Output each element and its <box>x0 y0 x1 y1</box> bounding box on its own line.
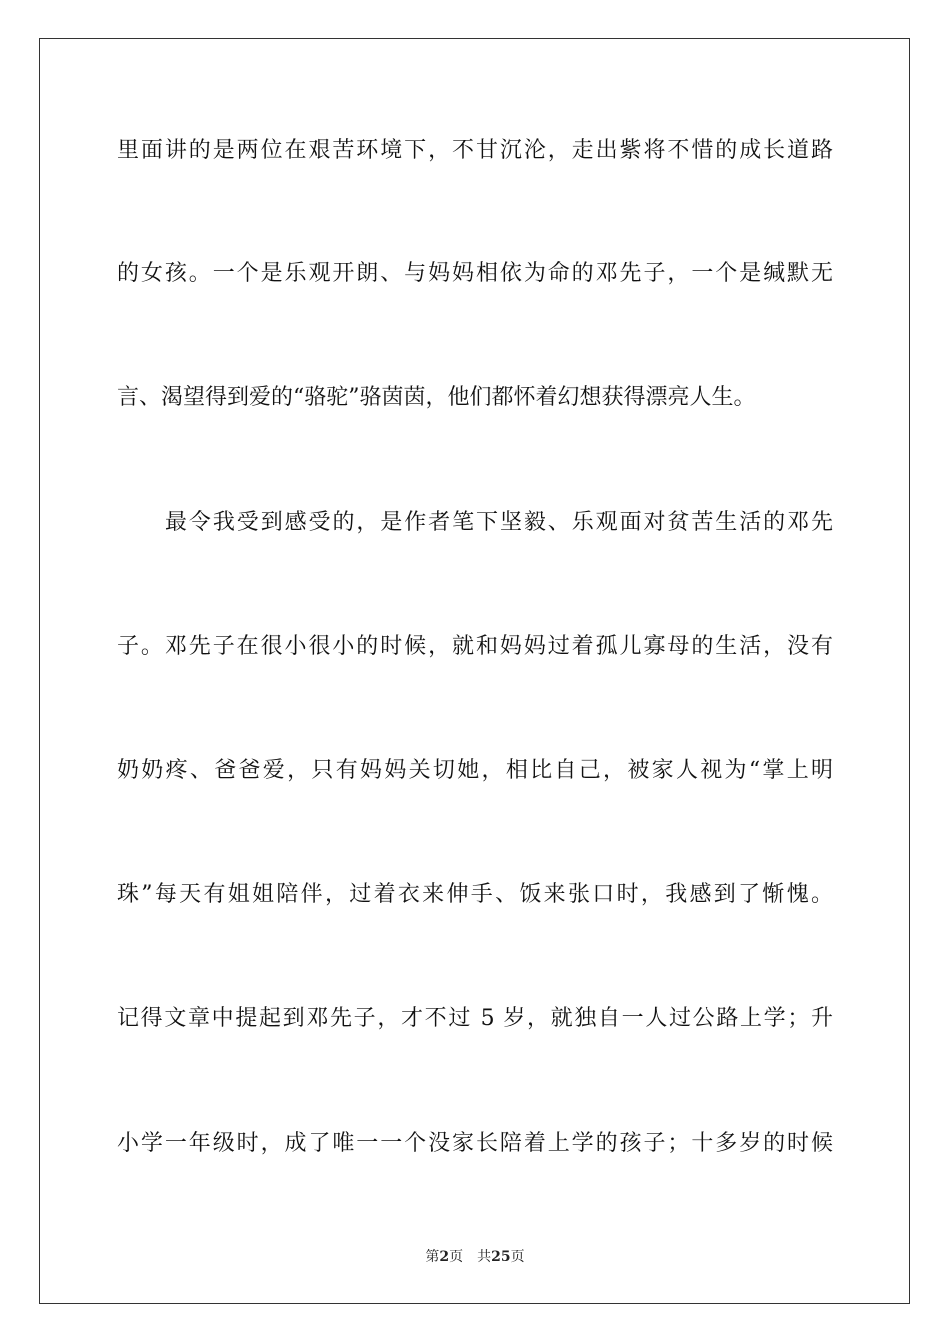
body-text-line-2: 的女孩。一个是乐观开朗、与妈妈相依为命的邓先子，一个是缄默无 <box>117 261 833 286</box>
footer-total-prefix: 共 <box>477 1249 492 1265</box>
body-text-line-1: 里面讲的是两位在艰苦环境下，不甘沉沦，走出紫将不惜的成长道路 <box>117 138 833 163</box>
body-text-line-3: 言、渴望得到爱的“骆驼”骆茵茵，他们都怀着幻想获得漂亮人生。 <box>117 385 756 410</box>
body-text-line-8: 记得文章中提起到邓先子，才不过 5 岁，就独自一人过公路上学；升 <box>117 1006 833 1031</box>
body-text-line-6: 奶奶疼、爸爸爱，只有妈妈关切她，相比自己，被家人视为“掌上明 <box>117 758 833 783</box>
body-text-line-9: 小学一年级时，成了唯一一个没家长陪着上学的孩子；十多岁的时候 <box>117 1131 833 1156</box>
page-footer <box>0 1248 950 1266</box>
body-text-line-5: 子。邓先子在很小很小的时候，就和妈妈过着孤儿寡母的生活，没有 <box>117 634 833 659</box>
body-text-line-4: 最令我受到感受的，是作者笔下坚毅、乐观面对贫苦生活的邓先 <box>165 510 833 535</box>
footer-page-suffix: 页 <box>449 1249 464 1265</box>
footer-total-suffix: 页 <box>510 1249 525 1265</box>
footer-page-prefix: 第 <box>425 1249 440 1265</box>
body-text-line-7: 珠”每天有姐姐陪伴，过着衣来伸手、饭来张口时，我感到了惭愧。 <box>117 882 833 907</box>
footer-total-pages: 25 <box>491 1249 511 1265</box>
page-border <box>39 38 910 1304</box>
footer-page-number: 2 <box>439 1249 450 1265</box>
